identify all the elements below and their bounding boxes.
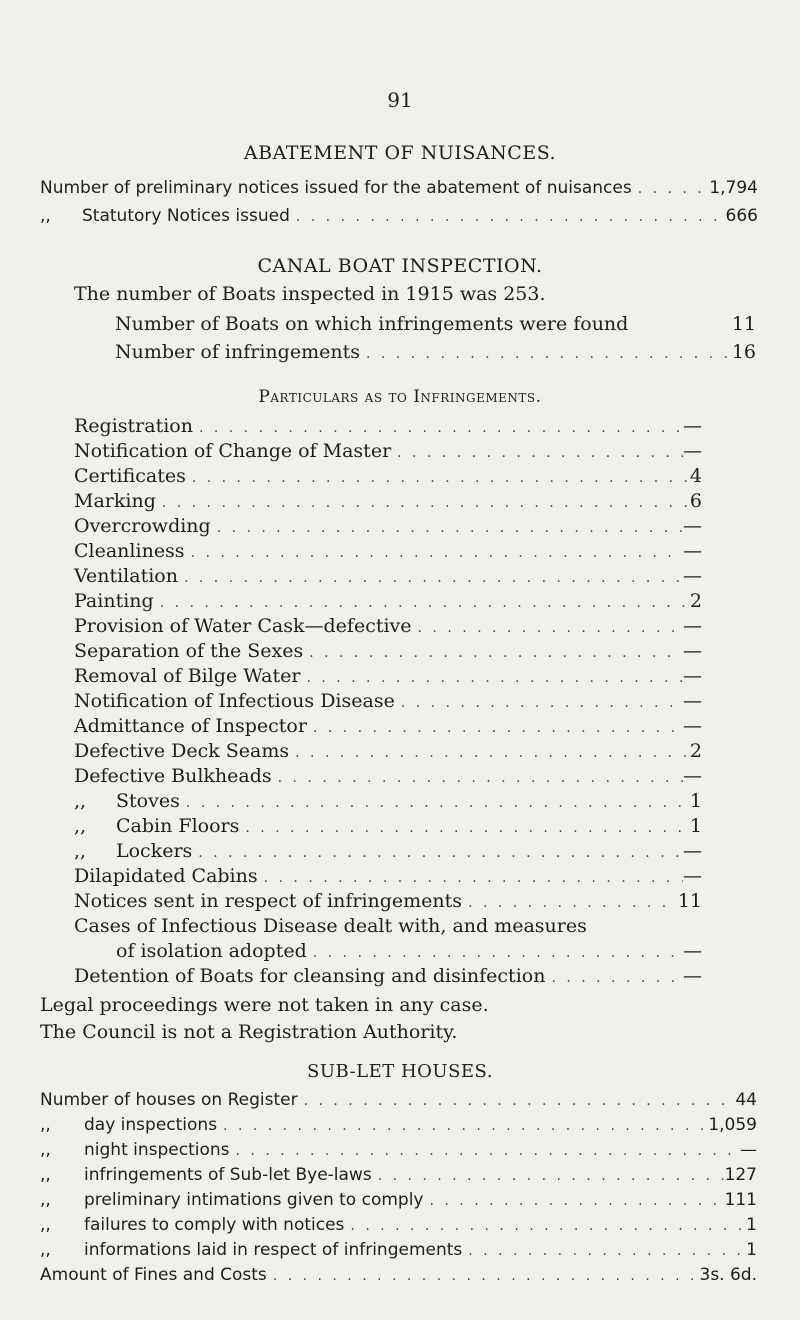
row-value: 127	[724, 1165, 757, 1185]
leader-dots	[412, 620, 683, 636]
row-value: 666	[725, 206, 758, 226]
particular-row	[74, 715, 702, 737]
leader-dots	[193, 420, 683, 436]
leader-dots	[272, 770, 683, 786]
row-label: Marking	[74, 490, 156, 512]
row-label: Admittance of Inspector	[74, 715, 307, 737]
leader-dots	[154, 595, 690, 611]
leader-dots	[217, 1118, 708, 1134]
row-label: Separation of the Sexes	[74, 640, 304, 662]
row-label: Certificates	[74, 465, 186, 487]
ditto-mark: ,,	[74, 815, 87, 837]
row-label: Notification of Change of Master	[74, 440, 392, 462]
leader-dots	[632, 181, 710, 197]
row-label: Number of infringements	[115, 341, 360, 363]
canal-title: CANAL BOAT INSPECTION.	[257, 255, 543, 277]
particular-row	[74, 490, 702, 512]
sublet-row	[40, 1240, 757, 1260]
leader-dots	[462, 1243, 746, 1259]
leader-dots	[178, 570, 683, 586]
row-label: preliminary intimations given to comply	[84, 1190, 424, 1210]
leader-dots	[395, 695, 683, 711]
row-label: Notices sent in respect of infringements	[74, 890, 463, 912]
row-value: —	[683, 665, 702, 687]
particular-row	[74, 665, 702, 687]
row-label: informations laid in respect of infringements	[84, 1240, 463, 1260]
row-value: —	[683, 765, 702, 787]
particular-row	[74, 840, 702, 862]
leader-dots	[211, 520, 683, 536]
row-value: —	[683, 940, 702, 962]
canal-intro: The number of Boats inspected in 1915 was 253.	[74, 283, 546, 305]
canal-row	[115, 341, 756, 363]
sublet-row	[40, 1090, 757, 1110]
row-label: Number of Boats on which infringements were found	[115, 313, 629, 335]
sublet-row	[40, 1215, 757, 1235]
row-value: 1,794	[709, 178, 758, 198]
sublet-row	[40, 1115, 757, 1135]
leader-dots	[372, 1168, 725, 1184]
row-label: Overcrowding	[74, 515, 211, 537]
particular-row	[74, 590, 702, 612]
row-label: Notification of Infectious Disease	[74, 690, 395, 712]
particular-row	[74, 540, 702, 562]
leader-dots	[307, 945, 683, 961]
particular-row	[74, 890, 702, 912]
particular-row	[74, 865, 702, 887]
row-label: night inspections	[84, 1140, 230, 1160]
row-value: 1	[746, 1215, 757, 1235]
canal-row	[115, 313, 756, 335]
legal-proceedings-note: Legal proceedings were not taken in any case.	[40, 994, 489, 1016]
particular-row	[74, 615, 702, 637]
leader-dots	[300, 670, 683, 686]
row-label: Number of preliminary notices issued for the abatement of nuisances	[40, 178, 632, 198]
row-value: 2	[689, 590, 702, 612]
leader-dots	[180, 795, 690, 811]
abatement-title: ABATEMENT OF NUISANCES.	[243, 142, 557, 164]
row-value: 6	[689, 490, 702, 512]
particular-row	[74, 440, 702, 462]
ditto-mark: ,,	[40, 206, 51, 226]
row-value: 11	[677, 890, 702, 912]
leader-dots	[289, 745, 690, 761]
row-value: 1	[689, 790, 702, 812]
page-number: 91	[387, 88, 413, 112]
row-label: Painting	[74, 590, 154, 612]
leader-dots	[230, 1143, 740, 1159]
sublet-row	[40, 1190, 757, 1210]
ditto-mark: ,,	[40, 1215, 51, 1235]
leader-dots	[307, 720, 683, 736]
row-value: 1,059	[708, 1115, 757, 1135]
row-label: Lockers	[116, 840, 193, 862]
particular-row	[74, 640, 702, 662]
row-value: 1	[689, 815, 702, 837]
leader-dots	[186, 470, 690, 486]
row-label: day inspections	[84, 1115, 218, 1135]
sublet-title: SUB-LET HOUSES.	[307, 1061, 493, 1082]
sublet-row	[40, 1165, 757, 1185]
row-value: —	[683, 715, 702, 737]
abatement-row	[40, 178, 758, 198]
leader-dots	[156, 495, 690, 511]
leader-dots	[298, 1093, 736, 1109]
particular-row	[74, 740, 702, 762]
particular-row	[74, 565, 702, 587]
row-value: —	[683, 965, 702, 987]
ditto-mark: ,,	[74, 790, 87, 812]
row-value: —	[683, 415, 702, 437]
leader-dots	[192, 845, 683, 861]
ditto-mark: ,,	[40, 1165, 51, 1185]
row-label: Cleanliness	[74, 540, 185, 562]
particular-row	[74, 965, 702, 987]
particular-row	[74, 415, 702, 437]
row-label: Statutory Notices issued	[82, 206, 290, 226]
row-value: 1	[746, 1240, 757, 1260]
row-label: Provision of Water Cask—defective	[74, 615, 412, 637]
leader-dots	[290, 209, 726, 225]
particulars-title: Particulars as to Infringements.	[258, 387, 542, 407]
row-value: —	[683, 540, 702, 562]
row-label: Dilapidated Cabins	[74, 865, 258, 887]
row-value: —	[740, 1140, 757, 1160]
leader-dots	[391, 445, 683, 461]
row-label: Cases of Infectious Disease dealt with, and measures	[74, 915, 587, 937]
leader-dots	[239, 820, 690, 836]
row-label: of isolation adopted	[116, 940, 307, 962]
row-value: 111	[724, 1190, 757, 1210]
row-label: Amount of Fines and Costs	[40, 1265, 267, 1285]
row-value: 2	[689, 740, 702, 762]
row-label: Ventilation	[74, 565, 178, 587]
row-value: —	[683, 690, 702, 712]
row-label: Registration	[74, 415, 193, 437]
row-label: Defective Deck Seams	[74, 740, 290, 762]
ditto-mark: ,,	[40, 1190, 51, 1210]
particular-row	[74, 515, 702, 537]
particular-row	[74, 765, 702, 787]
sublet-row	[40, 1265, 757, 1285]
row-label: Stoves	[116, 790, 180, 812]
particular-row	[74, 690, 702, 712]
row-label: infringements of Sub-let Bye-laws	[84, 1165, 372, 1185]
row-value: 4	[689, 465, 702, 487]
row-value: —	[683, 640, 702, 662]
row-label: Removal of Bilge Water	[74, 665, 301, 687]
row-label: Number of houses on Register	[40, 1090, 298, 1110]
ditto-mark: ,,	[40, 1115, 51, 1135]
row-value: 11	[731, 313, 756, 335]
particular-row	[74, 465, 702, 487]
row-value: —	[683, 565, 702, 587]
row-value: —	[683, 865, 702, 887]
leader-dots	[344, 1218, 746, 1234]
leader-dots	[185, 545, 683, 561]
row-value: —	[683, 440, 702, 462]
particular-row	[74, 790, 702, 812]
leader-dots	[545, 970, 683, 986]
row-value: —	[683, 515, 702, 537]
particular-row	[74, 915, 702, 937]
ditto-mark: ,,	[40, 1140, 51, 1160]
row-value: —	[683, 615, 702, 637]
particular-row	[74, 815, 702, 837]
row-value: 16	[731, 341, 756, 363]
row-label: Detention of Boats for cleansing and disinfection	[74, 965, 546, 987]
council-note: The Council is not a Registration Authority.	[40, 1021, 458, 1043]
leader-dots	[424, 1193, 725, 1209]
row-value: 44	[735, 1090, 757, 1110]
particular-row	[74, 940, 702, 962]
leader-dots	[462, 895, 678, 911]
leader-dots	[360, 346, 732, 362]
row-label: Defective Bulkheads	[74, 765, 272, 787]
row-label: Cabin Floors	[116, 815, 240, 837]
leader-dots	[303, 645, 683, 661]
abatement-row	[40, 206, 758, 226]
sublet-row	[40, 1140, 757, 1160]
ditto-mark: ,,	[74, 840, 87, 862]
leader-dots	[258, 870, 683, 886]
ditto-mark: ,,	[40, 1240, 51, 1260]
row-label: failures to comply with notices	[84, 1215, 345, 1235]
row-value: 3s. 6d.	[699, 1265, 757, 1285]
leader-dots	[267, 1268, 700, 1284]
row-value: —	[683, 840, 702, 862]
